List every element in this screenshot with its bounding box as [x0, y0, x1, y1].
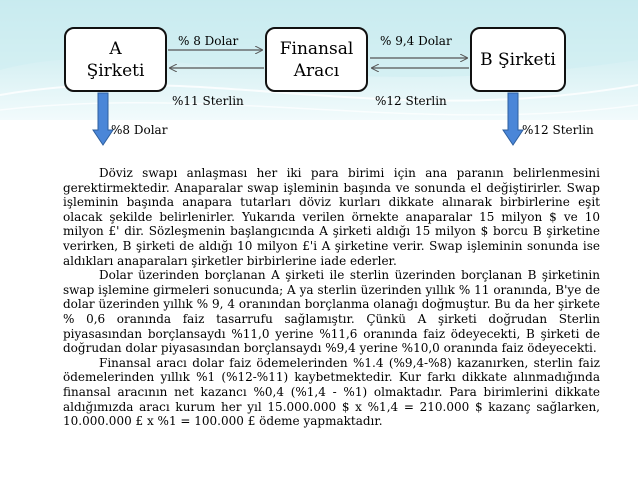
- company-a-line1: A: [109, 38, 122, 59]
- paragraph-1: Döviz swapı anlaşması her iki para birimi için ana paranın belirlenmesini gerektirmektedir. Anaparalar swap işleminin başında ve sonunda el değiştirirler. Swap işleminin başında anapara tutarları döviz kurları dikkate alınarak birbirlerine eşit olacak şekilde belirlenirler. Yukarıda verilen örnekte anaparalar 15 milyon $ ve 10 milyon £' dir. Sözleşmenin başlangıcında A şirketi aldığı 15 milyon $ borcu B şirketine verirken, B şirketi de aldığı 10 milyon £'i A şirketine verir. Swap işleminin sonunda ise aldıkları anaparaları şirketler birbirlerine iade ederler.: [63, 166, 600, 268]
- financial-line2: Aracı: [293, 60, 340, 81]
- label-a-top: % 8 Dolar: [178, 34, 239, 48]
- company-b-label: B Şirketi: [480, 49, 556, 70]
- label-b-top: % 9,4 Dolar: [380, 34, 452, 48]
- down-arrow-a: [93, 93, 113, 145]
- explanation-text: [63, 166, 600, 429]
- label-b-down: %12 Sterlin: [522, 123, 594, 137]
- company-a-box: [64, 27, 167, 92]
- financial-intermediary-box: [265, 27, 368, 92]
- company-b-box: [470, 27, 566, 92]
- down-arrow-b: [503, 93, 523, 145]
- label-a-down: %8 Dolar: [111, 123, 168, 137]
- label-b-bottom: %12 Sterlin: [375, 94, 447, 108]
- financial-line1: Finansal: [279, 38, 354, 59]
- company-a-line2: Şirketi: [86, 60, 145, 81]
- label-a-bottom: %11 Sterlin: [172, 94, 244, 108]
- paragraph-3: Finansal aracı dolar faiz ödemelerinden %1.4 (%9,4-%8) kazanırken, sterlin faiz ödemelerinden yıllık %1 (%12-%11) kaybetmektedir. Kur farkı dikkate alınmadığında finansal aracının net kazancı %0,4 (%1,4 - %1) olmaktadır. Para birimlerini dikkate aldığımızda aracı kurum her yıl 15.000.000 $ x %1,4 = 210.000 $ kazanç sağlarken, 10.000.000 £ x %1 = 100.000 £ ödeme yapmaktadır.: [63, 355, 600, 429]
- paragraph-2: Dolar üzerinden borçlanan A şirketi ile sterlin üzerinden borçlanan B şirketinin swap işlemine girmeleri sonucunda; A ya sterlin üzerinden yıllık % 11 oranında, B'ye de dolar üzerinden yıllık % 9, 4 oranından borçlanma olanağı doğmuştur. Bu da her şirkete % 0,6 oranında faiz tasarrufu sağlamıştır. Çünkü A şirketi doğrudan Sterlin piyasasından borçlansaydı %11,0 yerine %11,6 oranında faiz ödeyecekti, B şirketi de doğrudan dolar piyasasından borçlansaydı %9,4 yerine %10,0 oranında faiz ödeyecekti.: [63, 268, 600, 356]
